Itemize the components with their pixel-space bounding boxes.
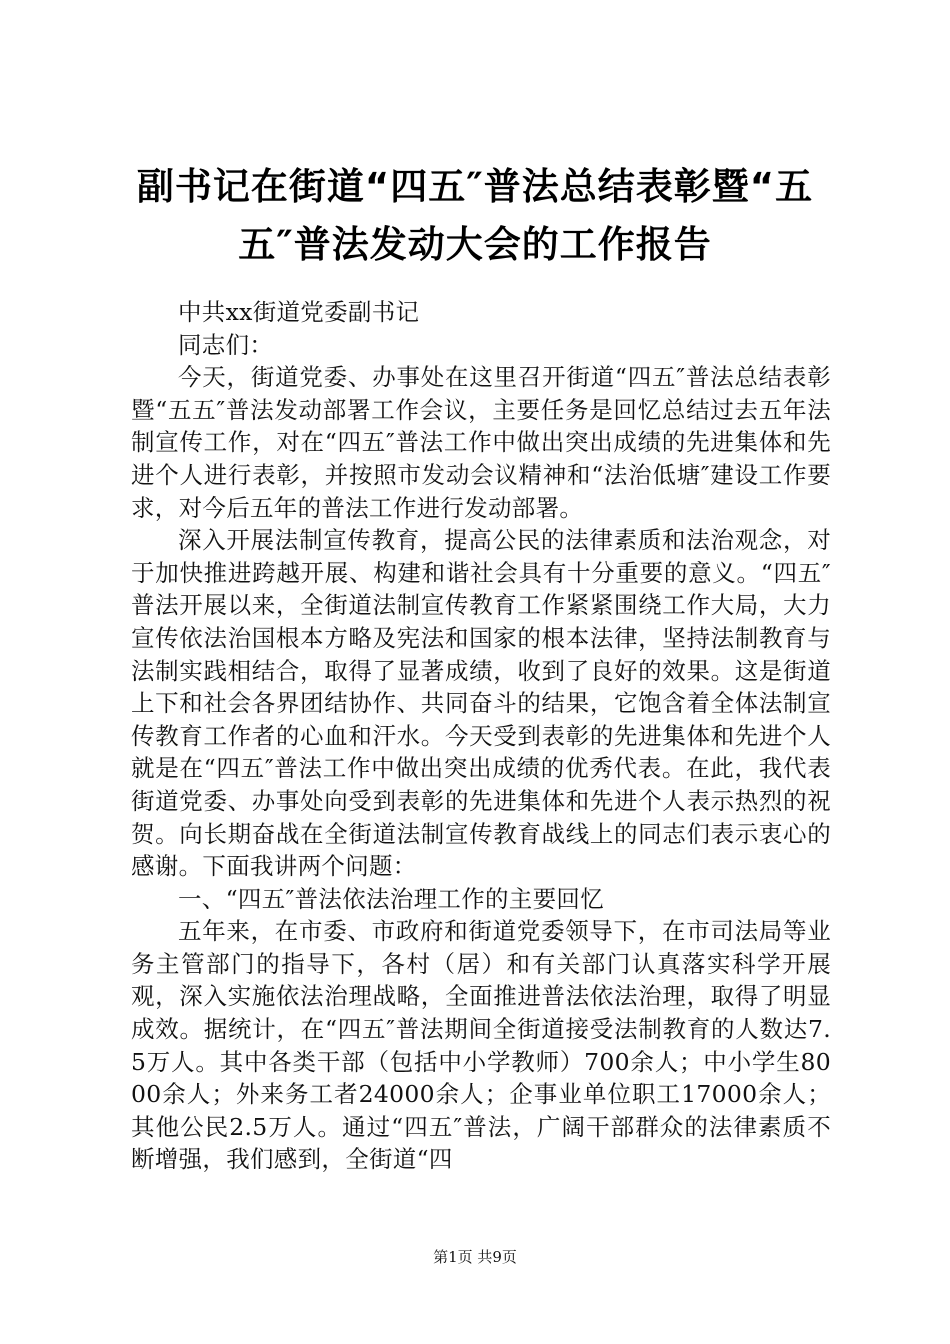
document-title: 副书记在街道“四五″普法总结表彰暨“五五″普法发动大会的工作报告 xyxy=(136,165,814,266)
section-heading: 一、“四五″普法依法治理工作的主要回忆 xyxy=(178,884,604,913)
document-body xyxy=(131,296,831,1176)
body-paragraph: 今天，街道党委、办事处在这里召开街道“四五″普法总结表彰暨“五五″普法发动部署工作会议，主要任务是回忆总结过去五年法制宣传工作，对在“四五″普法工作中做出突出成绩的先进集体和先进个人进行表彰，并按照市发动会议精神和“法治低塘″建设工作要求，对今后五年的普法工作进行发动部署。 xyxy=(131,363,831,522)
page-number-footer: 第1页 共9页 xyxy=(433,1248,517,1266)
body-paragraph: 五年来，在市委、市政府和街道党委领导下，在市司法局等业务主管部门的指导下，各村（居）和有关部门认真落实科学开展观，深入实施依法治理战略，全面推进普法依法治理，取得了明显成效。据统计，在“四五″普法期间全街道接受法制教育的人数达7.5万人。其中各类干部（包括中小学教师）700余人；中小学生8000余人；外来务工者24000余人；企事业单位职工17000余人；其他公民2.5万人。通过“四五″普法，广阔干部群众的法律素质不断增强，我们感到，全街道“四 xyxy=(131,917,831,1174)
author-line: 中共xx街道党委副书记 xyxy=(178,298,420,326)
body-paragraph: 深入开展法制宣传教育，提高公民的法律素质和法治观念，对于加快推进跨越开展、构建和谐社会具有十分重要的意义。“四五″普法开展以来，全街道法制宣传教育工作紧紧围绕工作大局，大力宣传依法治国根本方略及宪法和国家的根本法律，坚持法制教育与法制实践相结合，取得了显著成绩，收到了良好的效果。这是街道上下和社会各界团结协作、共同奋斗的结果，它饱含着全体法制宣传教育工作者的心血和汗水。今天受到表彰的先进集体和先进个人就是在“四五″普法工作中做出突出成绩的优秀代表。在此，我代表街道党委、办事处向受到表彰的先进集体和先进个人表示热烈的祝贺。向长期奋战在全街道法制宣传教育战线上的同志们表示衷心的感谢。下面我讲两个问题： xyxy=(131,526,831,881)
salutation: 同志们： xyxy=(178,330,274,359)
